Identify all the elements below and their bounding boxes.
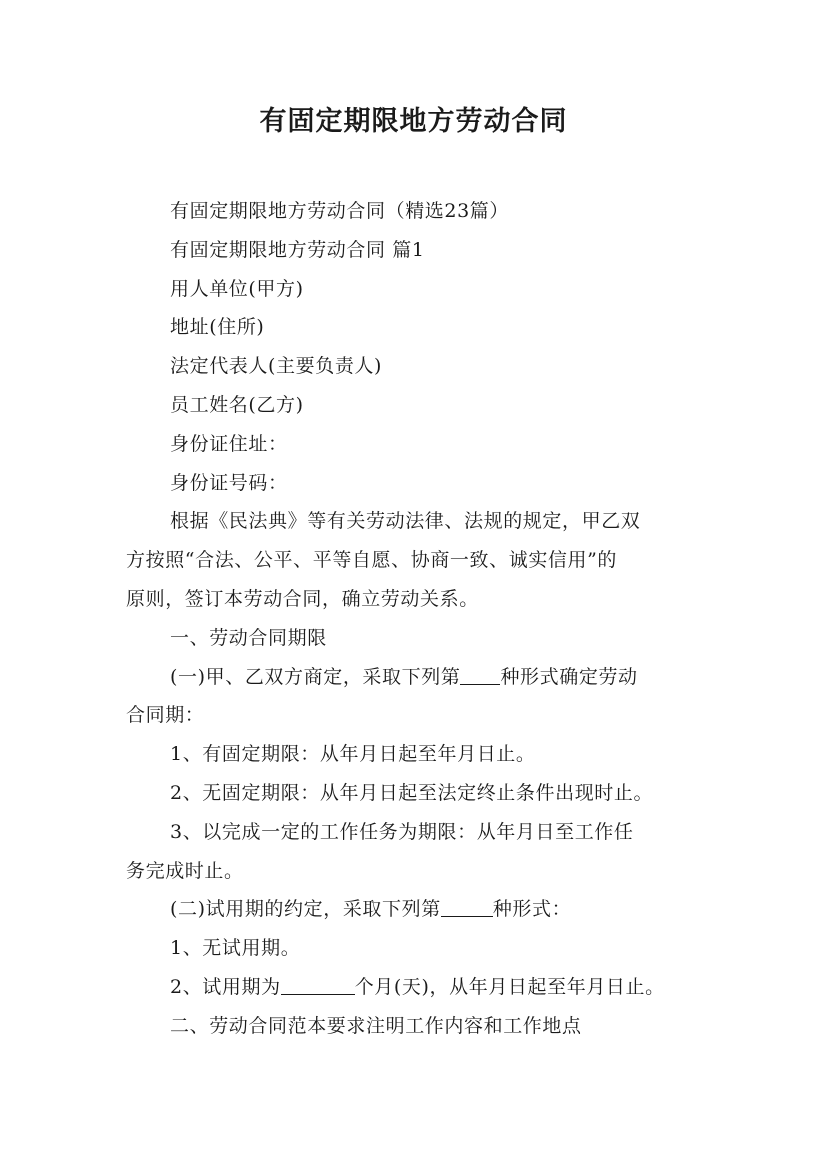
fill-in-blank bbox=[281, 972, 355, 995]
text-segment: 个月(天)，从年月日起至年月日止。 bbox=[354, 975, 665, 998]
fill-in-blank bbox=[460, 662, 500, 685]
paragraph-line: 2、无固定期限：从年月日起至法定终止条件出现时止。 bbox=[170, 781, 654, 804]
text-segment: 种形式确定劳动 bbox=[500, 665, 638, 688]
text-segment: (一)甲、乙双方商定，采取下列第 bbox=[170, 665, 461, 688]
paragraph-line: 务完成时止。 bbox=[126, 859, 244, 882]
fill-in-blank bbox=[441, 894, 493, 917]
document-body bbox=[126, 192, 716, 1046]
paragraph-line: 有固定期限地方劳动合同（精选23篇） bbox=[170, 200, 509, 222]
paragraph-line: 合同期： bbox=[126, 704, 205, 727]
paragraph-line: 1、有固定期限：从年月日起至年月日止。 bbox=[170, 743, 536, 766]
text-segment: 种形式： bbox=[492, 898, 572, 921]
paragraph-line-with-blank bbox=[126, 890, 716, 929]
paragraph-line: 用人单位(甲方) bbox=[170, 277, 304, 300]
text-segment: (二)试用期的约定，采取下列第 bbox=[170, 898, 441, 921]
document-title: 有固定期限地方劳动合同 bbox=[259, 106, 568, 137]
paragraph-line: 有固定期限地方劳动合同 篇1 bbox=[170, 238, 425, 261]
paragraph-line: 3、以完成一定的工作任务为期限：从年月日至工作任 bbox=[170, 820, 634, 843]
paragraph-line: 一、劳动合同期限 bbox=[170, 626, 327, 649]
paragraph-line: 方按照“合法、公平、平等自愿、协商一致、诚实信用”的 bbox=[126, 549, 618, 572]
text-segment: 2、试用期为 bbox=[170, 975, 281, 998]
paragraph-line: 根据《民法典》等有关劳动法律、法规的规定，甲乙双 bbox=[170, 510, 641, 533]
paragraph-line: 身份证住址： bbox=[170, 432, 288, 455]
paragraph-line: 1、无试用期。 bbox=[170, 937, 301, 960]
paragraph-line: 法定代表人(主要负责人) bbox=[170, 355, 383, 378]
paragraph-line: 原则，签订本劳动合同，确立劳动关系。 bbox=[126, 587, 479, 610]
paragraph-line: 员工姓名(乙方) bbox=[170, 393, 304, 416]
paragraph-line: 二、劳动合同范本要求注明工作内容和工作地点 bbox=[170, 1014, 582, 1037]
paragraph-line-with-blank bbox=[126, 658, 716, 697]
paragraph-line: 地址(住所) bbox=[170, 316, 265, 339]
paragraph-line: 身份证号码： bbox=[170, 471, 288, 494]
paragraph-line-with-blank bbox=[126, 968, 716, 1007]
